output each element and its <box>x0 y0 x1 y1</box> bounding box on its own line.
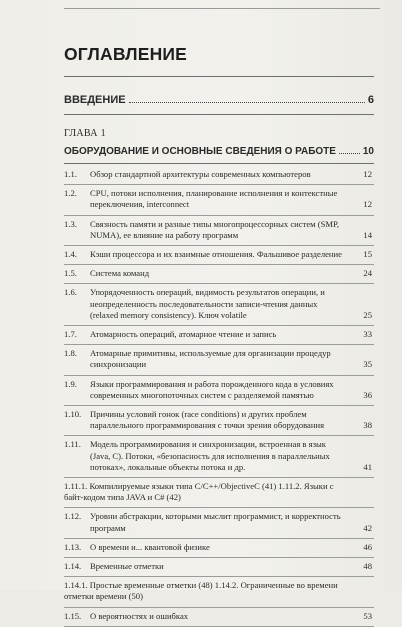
toc-entry <box>64 246 374 265</box>
entry-number: 1.9. <box>64 378 77 389</box>
subentry-text: 1.11.1. Компилируемые языки типа C/C++/ObjectiveC (41) 1.11.2. Языки с байт-кодом типа JAVA и C# (42) <box>64 481 334 503</box>
entry-number: 1.14. <box>64 561 82 572</box>
page-title: ОГЛАВЛЕНИЕ <box>64 44 188 64</box>
entry-number: 1.8. <box>64 348 77 359</box>
entry-page: 35 <box>363 359 372 370</box>
chapter-title: ОБОРУДОВАНИЕ И ОСНОВНЫЕ СВЕДЕНИЯ О РАБОТЕ <box>64 146 336 157</box>
title-divider <box>64 76 374 77</box>
entry-title: Атомарность операций, атомарное чтение и запись <box>90 329 277 340</box>
toc-entry <box>64 376 374 406</box>
dot-leader <box>129 102 365 103</box>
subentry-text: 1.14.1. Простые временные отметки (48) 1.14.2. Ограниченные во времени отметки времени (50) <box>64 580 338 602</box>
entry-number: 1.2. <box>64 188 77 199</box>
entry-title: Временные отметки <box>90 561 164 572</box>
toc-subentry <box>64 478 374 508</box>
intro-label: ВВЕДЕНИЕ <box>64 94 126 106</box>
entry-number: 1.10. <box>64 409 82 420</box>
entry-page: 41 <box>363 461 372 472</box>
toc-entries <box>64 166 374 627</box>
toc-entry <box>64 216 374 246</box>
entry-number: 1.11. <box>64 439 81 450</box>
entry-page: 33 <box>363 329 372 340</box>
entry-title: Обзор стандартной архитектуры современных компьютеров <box>90 169 311 179</box>
entry-title: Система команд <box>90 268 150 279</box>
entry-page: 12 <box>363 169 372 179</box>
entry-title: Языки программирования и работа порожденного кода в условиях современных многопоточных систем с разделяемой памятью <box>90 378 334 400</box>
entry-page: 46 <box>363 541 372 552</box>
entry-title: Модель программирования и синхронизации, встроенная в язык (Java, C). Потоки, «безопасность для исполнения в параллельных потоках», локальные объекты потока и др. <box>90 439 330 472</box>
toc-entry <box>64 406 374 436</box>
dot-leader <box>339 153 360 154</box>
entry-title: Кэши процессора и их взаимные отношения. Фальшивое разделение <box>90 249 342 260</box>
toc-entry <box>64 539 374 558</box>
entry-page: 12 <box>363 199 372 210</box>
entry-page: 24 <box>363 268 372 279</box>
toc-entry <box>64 558 374 577</box>
chapter-heading <box>64 146 374 157</box>
toc-entry <box>64 265 374 284</box>
entry-page: 53 <box>363 610 372 621</box>
header-rule <box>64 8 380 9</box>
toc-entry <box>64 326 374 345</box>
entry-title: CPU, потоки исполнения, планирование исполнения и контекстные переключения, interconnect <box>90 188 338 210</box>
intro-page: 6 <box>367 94 374 106</box>
entry-page: 38 <box>363 420 372 431</box>
entry-title: О вероятностях и ошибках <box>90 610 189 621</box>
entry-page: 14 <box>363 229 372 240</box>
entry-title: Упорядоченность операций, видимость результатов операции, и неопределенность последовательности записи-чтения данных (relaxed memory consistency). Ключ volatile <box>90 287 325 320</box>
intro-divider <box>64 114 374 115</box>
entry-title: Причины условий гонок (race conditions) и других проблем параллельного программирования с точки зрения оборудования <box>90 409 325 431</box>
toc-subentry <box>64 577 374 607</box>
entry-title: Связность памяти и разные типы многопроцессорных систем (SMP, NUMA), ее влияние на работу программ <box>90 218 339 240</box>
entry-page: 36 <box>363 389 372 400</box>
entry-number: 1.13. <box>64 541 82 552</box>
entry-number: 1.7. <box>64 329 77 340</box>
entry-number: 1.1. <box>64 169 77 179</box>
toc-entry <box>64 608 374 627</box>
toc-entry <box>64 436 374 478</box>
entry-number: 1.6. <box>64 287 77 298</box>
toc-intro-line <box>64 94 374 106</box>
entry-number: 1.12. <box>64 511 82 522</box>
toc-entry <box>64 508 374 538</box>
entry-number: 1.3. <box>64 218 77 229</box>
entry-page: 48 <box>363 561 372 572</box>
chapter-divider <box>64 163 374 164</box>
toc-entry <box>64 166 374 185</box>
entry-page: 15 <box>363 249 372 260</box>
entry-title: Атомарные примитивы, используемые для организации процедур синхронизации <box>90 348 331 370</box>
toc-entry <box>64 345 374 375</box>
entry-number: 1.4. <box>64 249 77 260</box>
toc-entry <box>64 284 374 326</box>
entry-page: 42 <box>363 522 372 533</box>
entry-title: Уровни абстракции, которыми мыслит программист, и корректность программ <box>90 511 341 533</box>
toc-entry <box>64 185 374 215</box>
entry-number: 1.5. <box>64 268 77 279</box>
entry-title: О времени и... квантовой физике <box>90 541 210 552</box>
chapter-label: ГЛАВА 1 <box>64 128 106 139</box>
entry-page: 25 <box>363 309 372 320</box>
entry-number: 1.15. <box>64 610 82 621</box>
chapter-page: 10 <box>362 146 374 157</box>
